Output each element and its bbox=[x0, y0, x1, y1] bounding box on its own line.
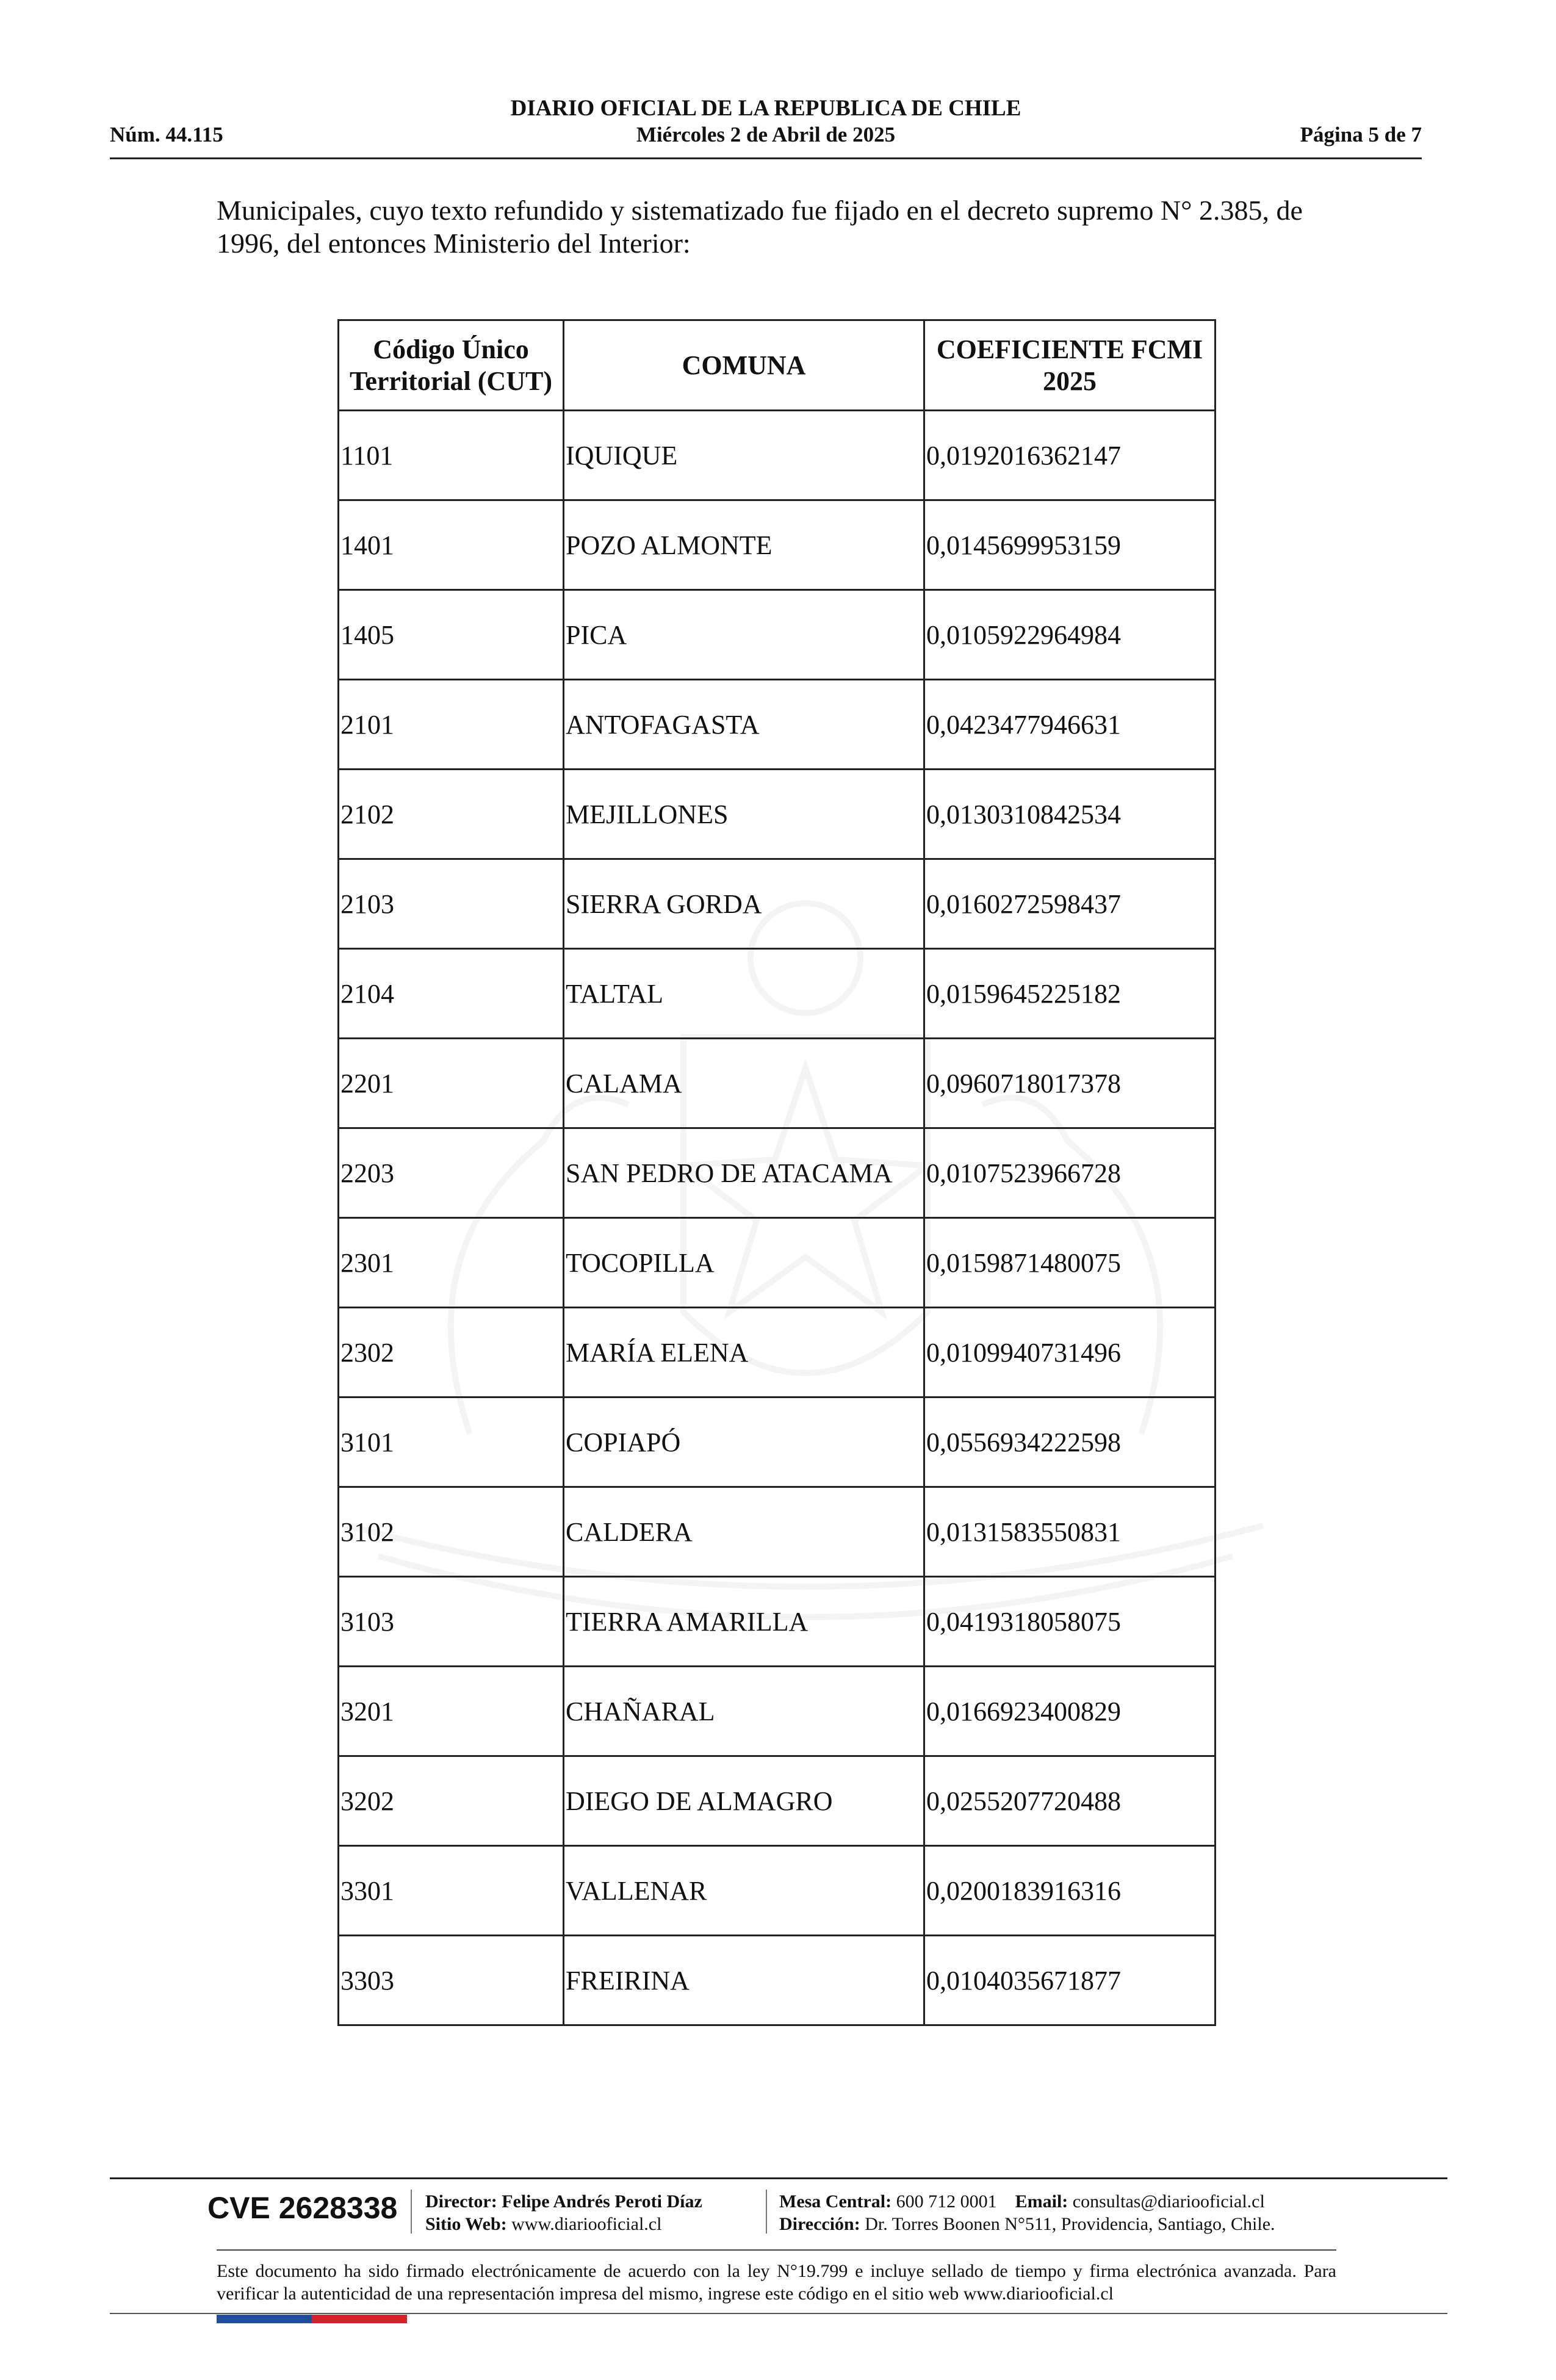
coefficient-cell: 0,0160272598437 bbox=[924, 859, 1216, 949]
coefficient-cell: 0,0130310842534 bbox=[924, 770, 1216, 859]
table-row bbox=[339, 1487, 1216, 1577]
cut-cell: 1405 bbox=[339, 590, 564, 680]
footer-separator bbox=[766, 2190, 767, 2234]
table-row bbox=[339, 1128, 1216, 1218]
page-number: Página 5 de 7 bbox=[1300, 123, 1422, 146]
comuna-cell: DIEGO DE ALMAGRO bbox=[564, 1756, 924, 1846]
table-row bbox=[339, 1218, 1216, 1308]
table-row bbox=[339, 590, 1216, 680]
table-row bbox=[339, 1308, 1216, 1397]
director-name: Felipe Andrés Peroti Díaz bbox=[502, 2191, 702, 2212]
cut-cell: 1101 bbox=[339, 411, 564, 500]
website-line bbox=[425, 2213, 661, 2235]
comuna-cell: FREIRINA bbox=[564, 1936, 924, 2025]
coefficient-cell: 0,0107523966728 bbox=[924, 1128, 1216, 1218]
comuna-cell: ANTOFAGASTA bbox=[564, 680, 924, 770]
table-header-row bbox=[339, 320, 1216, 411]
table-row bbox=[339, 1667, 1216, 1756]
column-header-coefficient: COEFICIENTE FCMI 2025 bbox=[924, 320, 1216, 411]
cut-cell: 2302 bbox=[339, 1308, 564, 1397]
coefficient-cell: 0,0960718017378 bbox=[924, 1039, 1216, 1128]
email-label: Email: bbox=[1015, 2191, 1068, 2212]
cut-cell: 2203 bbox=[339, 1128, 564, 1218]
table-row bbox=[339, 770, 1216, 859]
coefficient-cell: 0,0105922964984 bbox=[924, 590, 1216, 680]
cut-cell: 3103 bbox=[339, 1577, 564, 1667]
comuna-cell: TOCOPILLA bbox=[564, 1218, 924, 1308]
coefficient-cell: 0,0145699953159 bbox=[924, 500, 1216, 590]
footer-divider-middle bbox=[217, 2249, 1336, 2251]
column-header-cut: Código Único Territorial (CUT) bbox=[339, 320, 564, 411]
coefficient-cell: 0,0109940731496 bbox=[924, 1308, 1216, 1397]
table-row bbox=[339, 1039, 1216, 1128]
footer-divider-top bbox=[110, 2177, 1447, 2179]
cut-cell: 2201 bbox=[339, 1039, 564, 1128]
coefficient-cell: 0,0556934222598 bbox=[924, 1397, 1216, 1487]
address-label: Dirección: bbox=[779, 2214, 860, 2234]
column-header-comuna: COMUNA bbox=[564, 320, 924, 411]
website-label: Sitio Web: bbox=[425, 2214, 507, 2234]
comuna-cell: POZO ALMONTE bbox=[564, 500, 924, 590]
comuna-cell: MARÍA ELENA bbox=[564, 1308, 924, 1397]
comuna-cell: CHAÑARAL bbox=[564, 1667, 924, 1756]
phone-label: Mesa Central: bbox=[779, 2191, 892, 2212]
coefficient-cell: 0,0159871480075 bbox=[924, 1218, 1216, 1308]
intro-paragraph: Municipales, cuyo texto refundido y sistematizado fue fijado en el decreto supremo N° 2.385, de 1996, del entonces Ministerio del Interior: bbox=[217, 195, 1303, 259]
cut-cell: 2301 bbox=[339, 1218, 564, 1308]
table-row bbox=[339, 1936, 1216, 2025]
coefficient-cell: 0,0166923400829 bbox=[924, 1667, 1216, 1756]
coefficient-cell: 0,0192016362147 bbox=[924, 411, 1216, 500]
issue-number: Núm. 44.115 bbox=[110, 123, 223, 146]
comuna-cell: TIERRA AMARILLA bbox=[564, 1577, 924, 1667]
issue-date: Miércoles 2 de Abril de 2025 bbox=[636, 123, 896, 146]
director-line bbox=[425, 2190, 702, 2213]
phone-number: 600 712 0001 bbox=[896, 2191, 997, 2212]
coefficient-cell: 0,0159645225182 bbox=[924, 949, 1216, 1039]
email-address[interactable]: consultas@diariooficial.cl bbox=[1072, 2191, 1265, 2212]
comuna-cell: CALDERA bbox=[564, 1487, 924, 1577]
table-row bbox=[339, 1397, 1216, 1487]
cut-cell: 3102 bbox=[339, 1487, 564, 1577]
cut-cell: 3201 bbox=[339, 1667, 564, 1756]
cve-code: CVE 2628338 bbox=[207, 2191, 398, 2225]
footer-separator bbox=[411, 2190, 412, 2234]
flag-color-bar bbox=[217, 2315, 407, 2323]
table-row bbox=[339, 859, 1216, 949]
comuna-cell: IQUIQUE bbox=[564, 411, 924, 500]
director-label: Director: bbox=[425, 2191, 497, 2212]
address-value: Dr. Torres Boonen N°511, Providencia, Santiago, Chile. bbox=[865, 2214, 1275, 2234]
comuna-cell: COPIAPÓ bbox=[564, 1397, 924, 1487]
table-row bbox=[339, 680, 1216, 770]
cut-cell: 3301 bbox=[339, 1846, 564, 1936]
comuna-cell: CALAMA bbox=[564, 1039, 924, 1128]
coefficient-cell: 0,0200183916316 bbox=[924, 1846, 1216, 1936]
fcmi-coefficient-table bbox=[337, 319, 1216, 2026]
comuna-cell: SAN PEDRO DE ATACAMA bbox=[564, 1128, 924, 1218]
table-row bbox=[339, 411, 1216, 500]
footer-divider-bottom bbox=[110, 2313, 1447, 2314]
table-row bbox=[339, 1846, 1216, 1936]
cut-cell: 2103 bbox=[339, 859, 564, 949]
page-header bbox=[110, 92, 1422, 159]
table-row bbox=[339, 1756, 1216, 1846]
cut-cell: 3202 bbox=[339, 1756, 564, 1846]
cut-cell: 2102 bbox=[339, 770, 564, 859]
comuna-cell: TALTAL bbox=[564, 949, 924, 1039]
cut-cell: 2104 bbox=[339, 949, 564, 1039]
comuna-cell: MEJILLONES bbox=[564, 770, 924, 859]
address-line bbox=[779, 2213, 1275, 2235]
flag-red-segment bbox=[312, 2315, 407, 2323]
cut-cell: 2101 bbox=[339, 680, 564, 770]
comuna-cell: VALLENAR bbox=[564, 1846, 924, 1936]
cut-cell: 1401 bbox=[339, 500, 564, 590]
cut-cell: 3303 bbox=[339, 1936, 564, 2025]
coefficient-cell: 0,0131583550831 bbox=[924, 1487, 1216, 1577]
electronic-signature-disclaimer: Este documento ha sido firmado electrónicamente de acuerdo con la ley N°19.799 e incluye sellado de tiempo y firma electrónica avanzada. Para verificar la autenticidad de una representación impresa del mismo, ingrese este código en el sitio web www.diariooficial.cl bbox=[217, 2261, 1336, 2304]
coefficient-cell: 0,0419318058075 bbox=[924, 1577, 1216, 1667]
table-row bbox=[339, 500, 1216, 590]
coefficient-cell: 0,0423477946631 bbox=[924, 680, 1216, 770]
coefficient-cell: 0,0104035671877 bbox=[924, 1936, 1216, 2025]
contact-line bbox=[779, 2190, 1265, 2213]
newspaper-title: DIARIO OFICIAL DE LA REPUBLICA DE CHILE bbox=[510, 96, 1021, 121]
cut-cell: 3101 bbox=[339, 1397, 564, 1487]
coefficient-cell: 0,0255207720488 bbox=[924, 1756, 1216, 1846]
table-row bbox=[339, 1577, 1216, 1667]
flag-blue-segment bbox=[217, 2315, 312, 2323]
table-row bbox=[339, 949, 1216, 1039]
comuna-cell: PICA bbox=[564, 590, 924, 680]
website-link[interactable]: www.diariooficial.cl bbox=[511, 2214, 662, 2234]
comuna-cell: SIERRA GORDA bbox=[564, 859, 924, 949]
